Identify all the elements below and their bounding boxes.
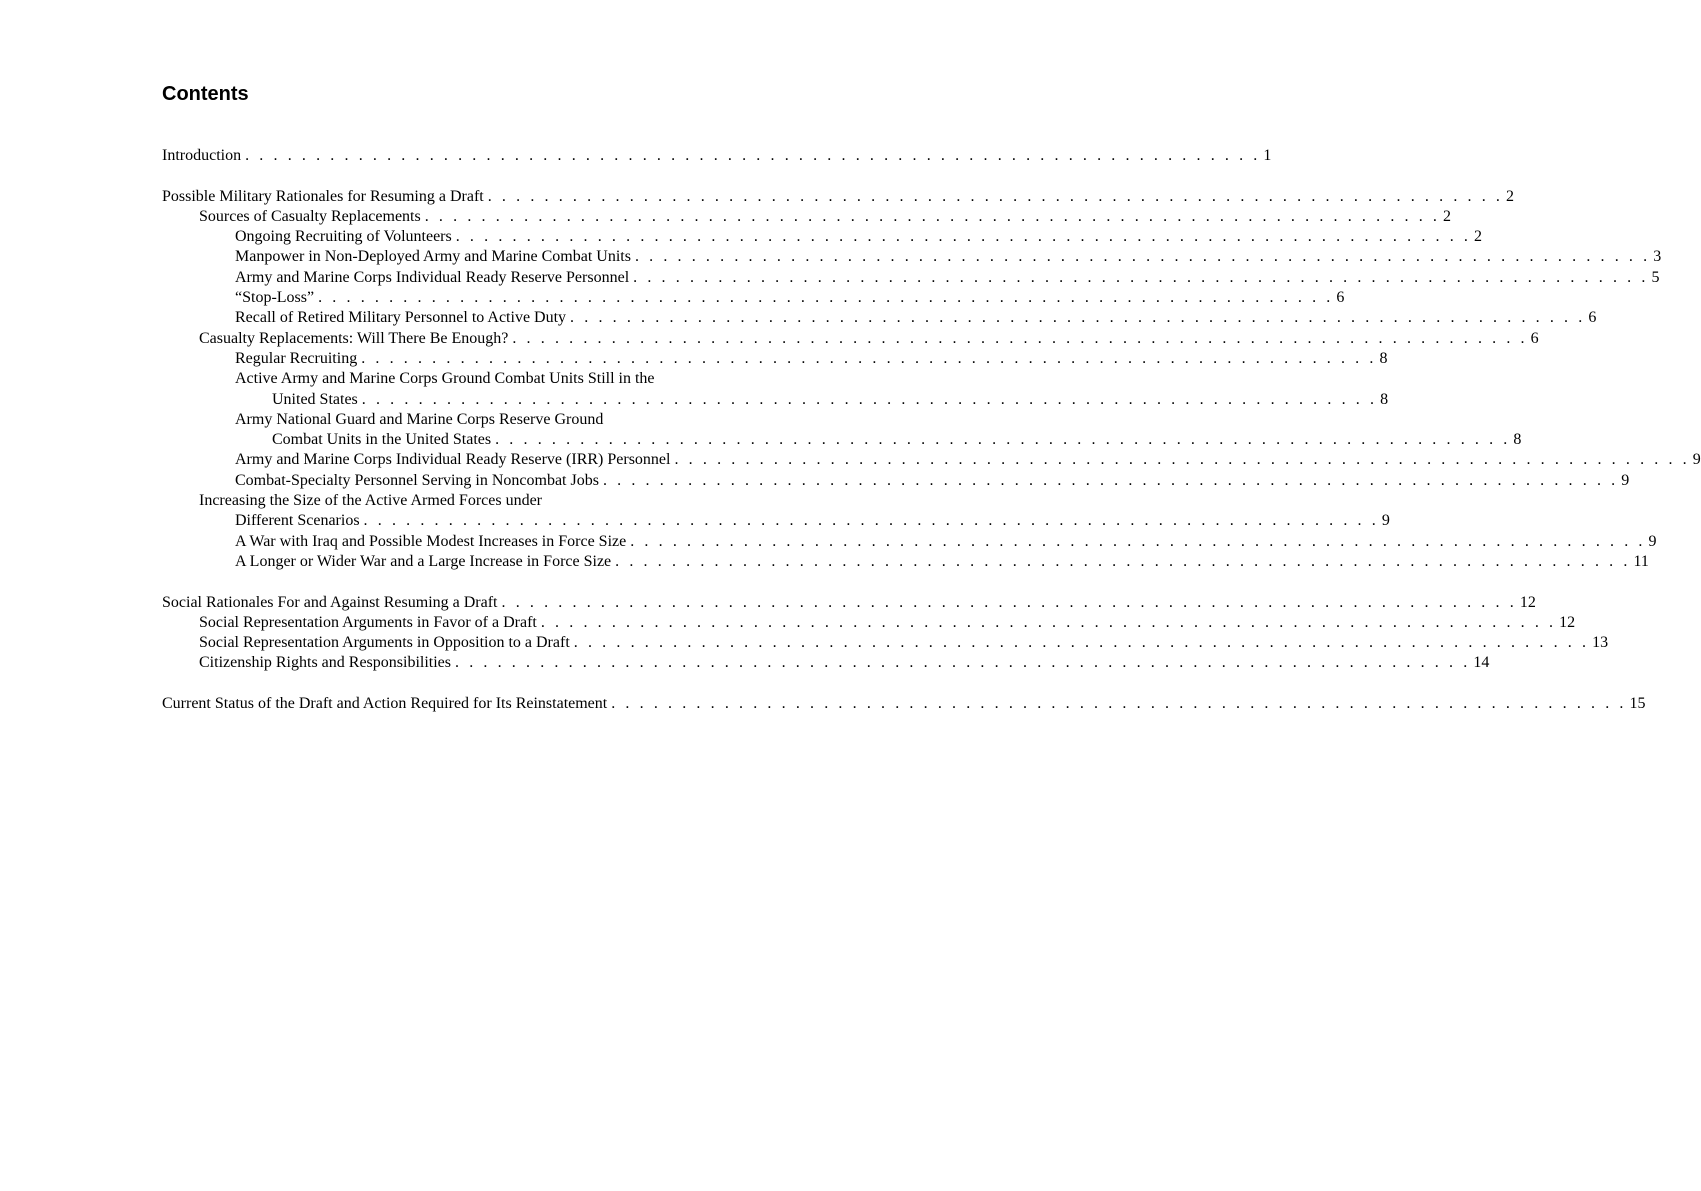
toc-page-number: 9: [1648, 532, 1657, 550]
page-title: Contents: [162, 83, 249, 105]
toc-entry-guard-units[interactable]: [162, 430, 1522, 450]
toc-page-number: 2: [1443, 207, 1452, 225]
dot-leader: . . . . . . . . . . . . . . . . . . . . . . . . . . . . . . . . . . . . . . . . . . . . . . . . . . . . . . . . . . . . . . . . . . . . . . . .: [495, 431, 1511, 449]
toc-entry-active-units-line1[interactable]: Active Army and Marine Corps Ground Combat Units Still in the: [235, 370, 655, 388]
toc-entry-ongoing-recruiting[interactable]: [162, 227, 1483, 247]
dot-leader: . . . . . . . . . . . . . . . . . . . . . . . . . . . . . . . . . . . . . . . . . . . . . . . . . . . . . . . . . . . . . . . . . . . . . . . .: [674, 451, 1690, 469]
dot-leader: . . . . . . . . . . . . . . . . . . . . . . . . . . . . . . . . . . . . . . . . . . . . . . . . . . . . . . . . . . . . . . . . . . . . . . . .: [487, 187, 1504, 205]
toc-entry-non-deployed-manpower[interactable]: [162, 247, 1662, 267]
toc-entry-irr-personnel-2[interactable]: [162, 450, 1701, 470]
toc-page-number: 9: [1621, 471, 1630, 489]
toc-entry-title: A Longer or Wider War and a Large Increase in Force Size: [235, 552, 612, 570]
dot-leader: . . . . . . . . . . . . . . . . . . . . . . . . . . . . . . . . . . . . . . . . . . . . . . . . . . . . . . . . . . . . . . . . . . . . . . . .: [424, 207, 1441, 225]
toc-entry-sources-of-replacements[interactable]: [162, 207, 1452, 227]
dot-leader: . . . . . . . . . . . . . . . . . . . . . . . . . . . . . . . . . . . . . . . . . . . . . . . . . . . . . . . . . . . . . . . . . . . . . . . .: [361, 349, 1377, 367]
dot-leader: . . . . . . . . . . . . . . . . . . . . . . . . . . . . . . . . . . . . . . . . . . . . . . . . . . . . . . . . . . . . . . . . . . . . . . . .: [512, 329, 1528, 347]
toc-page-number: 2: [1506, 187, 1515, 205]
dot-leader: . . . . . . . . . . . . . . . . . . . . . . . . . . . . . . . . . . . . . . . . . . . . . . . . . . . . . . . . . . . . . . . . . . . . . . . .: [363, 512, 1379, 530]
dot-leader: . . . . . . . . . . . . . . . . . . . . . . . . . . . . . . . . . . . . . . . . . . . . . . . . . . . . . . . . . . . . . . . . . . . . . . . .: [630, 532, 1646, 550]
toc-page-number: 8: [1379, 349, 1388, 367]
dot-leader: . . . . . . . . . . . . . . . . . . . . . . . . . . . . . . . . . . . . . . . . . . . . . . . . . . . . . . . . . . . . . . . . . . . . . . . .: [633, 268, 1649, 286]
dot-leader: . . . . . . . . . . . . . . . . . . . . . . . . . . . . . . . . . . . . . . . . . . . . . . . . . . . . . . . . . . . . . . . . . . . . . . . .: [611, 695, 1627, 713]
toc-page-number: 6: [1588, 309, 1597, 327]
toc-entry-title: Possible Military Rationales for Resuming a Draft: [162, 187, 484, 205]
toc-page-number: 9: [1692, 451, 1701, 469]
toc-entry-longer-wider-war[interactable]: [162, 552, 1649, 572]
toc-entry-title: Different Scenarios: [235, 512, 360, 530]
toc-entry-social-rationales[interactable]: [162, 593, 1536, 613]
toc-entry-regular-recruiting[interactable]: [162, 349, 1388, 369]
dot-leader: . . . . . . . . . . . . . . . . . . . . . . . . . . . . . . . . . . . . . . . . . . . . . . . . . . . . . . . . . . . . . . . . . . . . . . . .: [245, 147, 1261, 164]
toc-entry-arguments-in-favor[interactable]: [162, 613, 1576, 633]
toc-entry-title: Army and Marine Corps Individual Ready Reserve Personnel: [235, 268, 630, 286]
dot-leader: . . . . . . . . . . . . . . . . . . . . . . . . . . . . . . . . . . . . . . . . . . . . . . . . . . . . . . . . . . . . . . . . . . . . . . . .: [361, 390, 1378, 408]
toc-page-number: 11: [1633, 552, 1649, 570]
table-of-contents: [162, 146, 1701, 714]
toc-entry-title: Sources of Casualty Replacements: [199, 207, 421, 225]
toc-page-number: 12: [1559, 613, 1576, 631]
toc-page-number: 6: [1530, 329, 1539, 347]
toc-entry-title: A War with Iraq and Possible Modest Increases in Force Size: [235, 532, 627, 550]
toc-entry-title: Social Representation Arguments in Opposition to a Draft: [199, 634, 570, 652]
toc-entry-title: United States: [272, 390, 358, 408]
toc-entry-war-with-iraq[interactable]: [162, 532, 1657, 552]
toc-entry-title: Regular Recruiting: [235, 349, 358, 367]
toc-entry-guard-units-line1[interactable]: Army National Guard and Marine Corps Reserve Ground: [235, 410, 604, 428]
toc-entry-recall-retired[interactable]: [162, 308, 1597, 328]
toc-page-number: 14: [1473, 654, 1490, 672]
dot-leader: . . . . . . . . . . . . . . . . . . . . . . . . . . . . . . . . . . . . . . . . . . . . . . . . . . . . . . . . . . . . . . . . . . . . . . . .: [501, 593, 1517, 611]
section-spacer: [162, 166, 758, 186]
toc-entry-title: “Stop-Loss”: [235, 289, 315, 307]
toc-page-number: 2: [1474, 228, 1483, 246]
toc-entry-introduction[interactable]: [162, 146, 1272, 166]
toc-page-number: 3: [1653, 248, 1662, 266]
toc-entry-title: Casualty Replacements: Will There Be Enough?: [199, 329, 509, 347]
toc-entry-title: Social Representation Arguments in Favor of a Draft: [199, 613, 537, 631]
toc-page-number: 8: [1513, 431, 1522, 449]
toc-page-number: 6: [1336, 289, 1345, 307]
dot-leader: . . . . . . . . . . . . . . . . . . . . . . . . . . . . . . . . . . . . . . . . . . . . . . . . . . . . . . . . . . . . . . . . . . . . . . . .: [455, 228, 1472, 246]
dot-leader: . . . . . . . . . . . . . . . . . . . . . . . . . . . . . . . . . . . . . . . . . . . . . . . . . . . . . . . . . . . . . . . . . . . . . . . .: [602, 471, 1619, 489]
toc-entry-increasing-size-line1[interactable]: Increasing the Size of the Active Armed Forces under: [199, 492, 542, 510]
toc-entry-title: Combat Units in the United States: [272, 431, 492, 449]
toc-entry-increasing-size[interactable]: [162, 511, 1390, 531]
section-spacer: [162, 674, 758, 694]
toc-page-number: 8: [1380, 390, 1389, 408]
dot-leader: . . . . . . . . . . . . . . . . . . . . . . . . . . . . . . . . . . . . . . . . . . . . . . . . . . . . . . . . . . . . . . . . . . . . . . . .: [540, 613, 1557, 631]
toc-page-number: 5: [1651, 268, 1660, 286]
dot-leader: . . . . . . . . . . . . . . . . . . . . . . . . . . . . . . . . . . . . . . . . . . . . . . . . . . . . . . . . . . . . . . . . . . . . . . . .: [634, 248, 1651, 266]
toc-entry-stop-loss[interactable]: [162, 288, 1345, 308]
toc-entry-current-status[interactable]: [162, 694, 1646, 714]
toc-page-number: 13: [1592, 634, 1609, 652]
toc-entry-title: Recall of Retired Military Personnel to Active Duty: [235, 309, 567, 327]
toc-entry-title: Citizenship Rights and Responsibilities: [199, 654, 451, 672]
toc-page-number: 12: [1519, 593, 1536, 611]
toc-entry-noncombat-jobs[interactable]: [162, 471, 1630, 491]
toc-entry-active-units[interactable]: [162, 390, 1389, 410]
toc-page-number: 1: [1263, 147, 1272, 164]
dot-leader: . . . . . . . . . . . . . . . . . . . . . . . . . . . . . . . . . . . . . . . . . . . . . . . . . . . . . . . . . . . . . . . . . . . . . . . .: [615, 552, 1631, 570]
toc-entry-title: Social Rationales For and Against Resuming a Draft: [162, 593, 498, 611]
toc-entry-military-rationales[interactable]: [162, 187, 1515, 207]
toc-entry-title: Combat-Specialty Personnel Serving in Noncombat Jobs: [235, 471, 599, 489]
toc-entry-title: Current Status of the Draft and Action Required for Its Reinstatement: [162, 695, 608, 713]
toc-entry-title: Introduction: [162, 147, 242, 164]
toc-page-number: 9: [1381, 512, 1390, 530]
toc-entry-citizenship[interactable]: [162, 653, 1490, 673]
toc-entry-title: Army and Marine Corps Individual Ready Reserve (IRR) Personnel: [235, 451, 671, 469]
toc-entry-will-there-be-enough[interactable]: [162, 329, 1539, 349]
toc-entry-irr-personnel[interactable]: [162, 268, 1660, 288]
toc-page-number: 15: [1629, 695, 1646, 713]
section-spacer: [162, 572, 758, 592]
toc-entry-title: Ongoing Recruiting of Volunteers: [235, 228, 452, 246]
dot-leader: . . . . . . . . . . . . . . . . . . . . . . . . . . . . . . . . . . . . . . . . . . . . . . . . . . . . . . . . . . . . . . . . . . . . . . . .: [570, 309, 1586, 327]
dot-leader: . . . . . . . . . . . . . . . . . . . . . . . . . . . . . . . . . . . . . . . . . . . . . . . . . . . . . . . . . . . . . . . . . . . . . . . .: [455, 654, 1471, 672]
toc-entry-title: Manpower in Non-Deployed Army and Marine Combat Units: [235, 248, 631, 266]
dot-leader: . . . . . . . . . . . . . . . . . . . . . . . . . . . . . . . . . . . . . . . . . . . . . . . . . . . . . . . . . . . . . . . . . . . . . . . .: [573, 634, 1590, 652]
toc-entry-arguments-in-opposition[interactable]: [162, 633, 1609, 653]
dot-leader: . . . . . . . . . . . . . . . . . . . . . . . . . . . . . . . . . . . . . . . . . . . . . . . . . . . . . . . . . . . . . . . . . . . . . . . .: [318, 289, 1334, 307]
